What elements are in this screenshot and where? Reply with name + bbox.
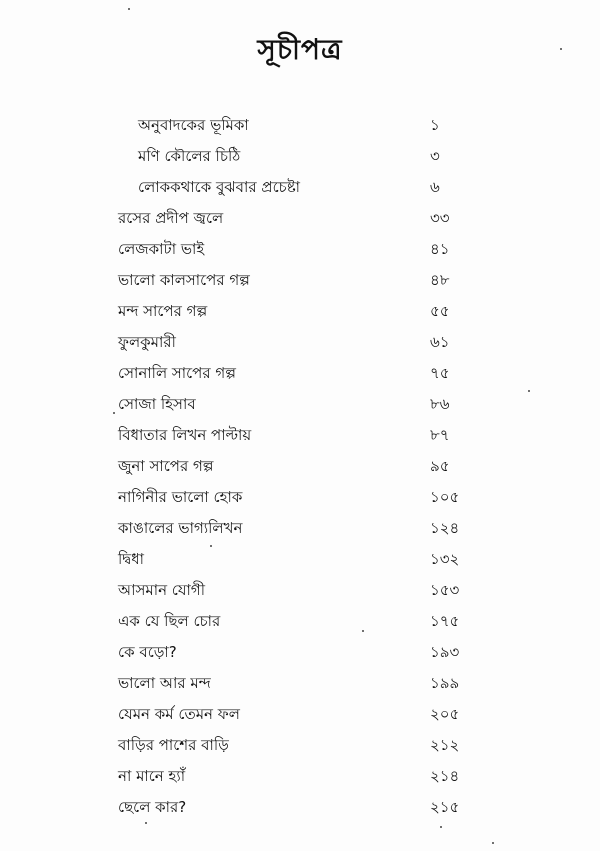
toc-entry <box>0 203 600 234</box>
scan-speck <box>560 48 562 50</box>
toc-entry-page: ৬১ <box>430 333 450 351</box>
toc-entry-page: ১৯৯ <box>430 674 460 692</box>
toc-entry-page: ১০৫ <box>430 488 460 506</box>
toc-entry-title: দ্বিধা <box>118 550 144 568</box>
toc-entry-title: লোককথাকে বুঝবার প্রচেষ্টা <box>138 178 301 196</box>
toc-entry-page: ৯৫ <box>430 457 450 475</box>
toc-entry <box>0 234 600 265</box>
toc-entry-page: ৪৮ <box>430 271 450 289</box>
toc-entry <box>0 699 600 730</box>
toc-entry-title: সোজা হিসাব <box>118 395 196 413</box>
toc-entry-page: ১৩২ <box>430 550 460 568</box>
toc-entry <box>0 110 600 141</box>
scan-speck <box>440 826 442 828</box>
toc-entry-title: নাগিনীর ভালো হোক <box>118 488 243 506</box>
toc-entry <box>0 451 600 482</box>
toc-entry-page: ১ <box>430 116 440 134</box>
toc-entry <box>0 792 600 823</box>
toc-entry-page: ৮৭ <box>430 426 450 444</box>
toc-entry-title: লেজকাটা ভাই <box>118 240 205 258</box>
toc-entry-page: ১৫৩ <box>430 581 460 599</box>
toc-entry <box>0 637 600 668</box>
toc-entry <box>0 327 600 358</box>
toc-entry <box>0 544 600 575</box>
toc-entry <box>0 668 600 699</box>
toc-entry <box>0 172 600 203</box>
toc-entry-page: ২০৫ <box>430 705 460 723</box>
toc-entry-page: ৮৬ <box>430 395 450 413</box>
scan-speck <box>128 8 130 10</box>
scan-speck <box>210 545 212 547</box>
toc-entry <box>0 141 600 172</box>
toc-entry-title: জুনা সাপের গল্প <box>118 457 214 475</box>
toc-entry-page: ২১৪ <box>430 767 460 785</box>
toc-entry-title: অনুবাদকের ভূমিকা <box>138 116 249 134</box>
toc-entry-title: না মানে হ্যাঁ <box>118 767 186 785</box>
toc-entry-title: আসমান যোগী <box>118 581 206 599</box>
toc-entry-page: ৪১ <box>430 240 450 258</box>
toc-entry <box>0 513 600 544</box>
toc-entry-title: মণি কৌলের চিঠি <box>138 147 241 165</box>
toc-entry-title: ভালো কালসাপের গল্প <box>118 271 250 289</box>
toc-entry-page: ৭৫ <box>430 364 450 382</box>
toc-entry <box>0 575 600 606</box>
table-of-contents <box>0 110 600 823</box>
toc-entry-page: ৩৩ <box>430 209 450 227</box>
toc-entry-title: এক যে ছিল চোর <box>118 612 221 630</box>
toc-entry-page: ১৭৫ <box>430 612 460 630</box>
toc-entry-title: ছেলে কার? <box>118 798 187 816</box>
toc-entry <box>0 730 600 761</box>
toc-entry <box>0 265 600 296</box>
toc-entry-title: কাঙালের ভাগ্যলিখন <box>118 519 243 537</box>
toc-entry-title: সোনালি সাপের গল্প <box>118 364 236 382</box>
page-title: সূচীপত্র <box>257 33 343 66</box>
toc-entry-page: ২১২ <box>430 736 460 754</box>
toc-entry <box>0 606 600 637</box>
toc-entry-title: ফুলকুমারী <box>118 333 176 351</box>
toc-entry <box>0 389 600 420</box>
toc-entry-title: যেমন কর্ম তেমন ফল <box>118 705 240 723</box>
toc-entry-title: রসের প্রদীপ জ্বলে <box>118 209 224 227</box>
toc-entry-title: মন্দ সাপের গল্প <box>118 302 208 320</box>
scan-speck <box>145 822 147 824</box>
toc-entry-page: ১৯৩ <box>430 643 460 661</box>
toc-entry <box>0 420 600 451</box>
toc-entry-page: ৫৫ <box>430 302 450 320</box>
scan-speck <box>492 842 494 844</box>
toc-entry-page: ৩ <box>430 147 440 165</box>
scan-speck <box>528 390 530 392</box>
toc-entry-title: কে বড়ো? <box>118 643 177 661</box>
toc-entry-page: ৬ <box>430 178 440 196</box>
toc-entry-page: ১২৪ <box>430 519 460 537</box>
toc-entry <box>0 482 600 513</box>
toc-entry <box>0 296 600 327</box>
toc-entry <box>0 358 600 389</box>
toc-entry-title: ভালো আর মন্দ <box>118 674 211 692</box>
scan-speck <box>113 412 115 414</box>
toc-entry <box>0 761 600 792</box>
scan-speck <box>362 630 364 632</box>
toc-entry-title: বিধাতার লিখন পাল্টায় <box>118 426 252 444</box>
toc-entry-page: ২১৫ <box>430 798 460 816</box>
toc-entry-title: বাড়ির পাশের বাড়ি <box>118 736 229 754</box>
